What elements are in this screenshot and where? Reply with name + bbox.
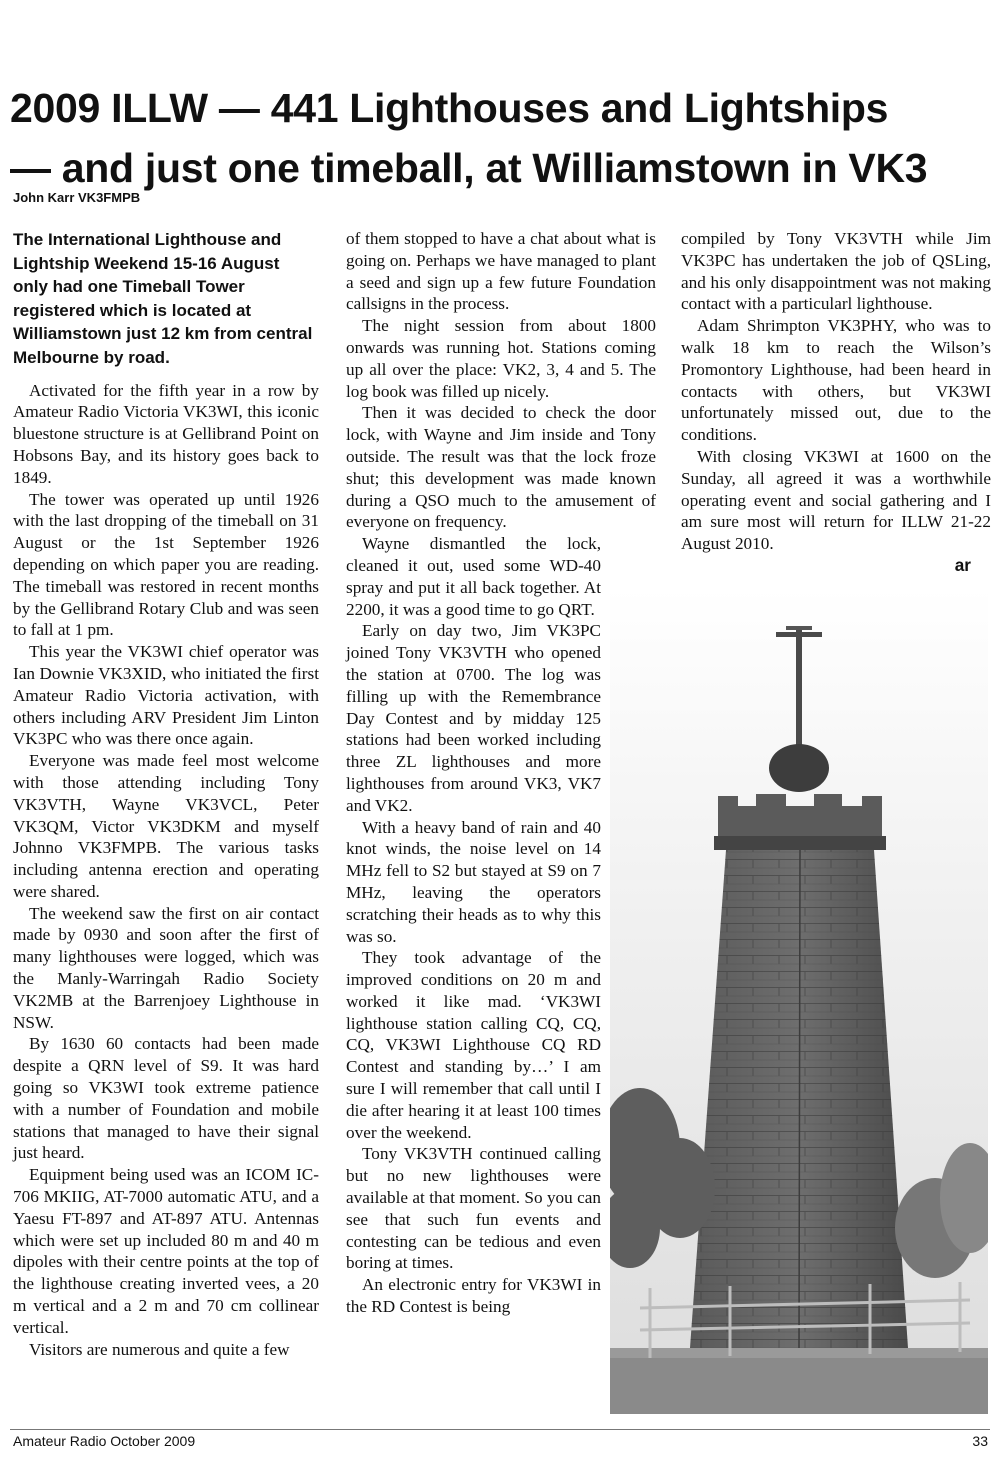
- byline: John Karr VK3FMPB: [13, 190, 141, 205]
- column-2-narrow: [346, 533, 601, 1318]
- title-line-1: 2009 ILLW — 441 Lighthouses and Lightships: [10, 85, 889, 131]
- paragraph: The tower was operated up until 1926 with the last dropping of the timeball on 31 August or the 1st September 1926 depending on which paper you are reading. The timeball was restored in recent months by the Gellibrand Rotary Club and was seen to fall at 1 pm.: [13, 489, 319, 640]
- paragraph: Visitors are numerous and quite a few: [29, 1339, 290, 1359]
- article-title: [10, 78, 995, 198]
- paragraph: Tony VK3VTH continued calling but no new lighthouses were available at that moment. So you can see that such fun events and contesting can be tedious and even boring at times.: [346, 1144, 601, 1273]
- footer-rule: [10, 1429, 990, 1430]
- paragraph: compiled by Tony VK3VTH while Jim VK3PC has undertaken the job of QSLing, and his only disappointment was not making contact with a particularl lighthouse.: [681, 229, 991, 314]
- paragraph: Early on day two, Jim VK3PC joined Tony VK3VTH who opened the station at 0700. The log was filling up with the Remembrance Day Contest and by midday 125 stations had been worked including three ZL lighthouses and more lighthouses from around VK3, VK7 and VK2.: [346, 621, 601, 815]
- mast-crossarm: [776, 632, 822, 637]
- paragraph: The weekend saw the first on air contact made by 0930 and soon after the first of many lighthouses were logged, which was the Manly-Warringah Radio Society VK2MB at the Barrenjoey Lighthouse in NSW.: [13, 903, 319, 1032]
- paragraph: Everyone was made feel most welcome with those attending including Tony VK3VTH, Wayne VK3VCL, Peter VK3QM, Victor VK3DKM and myself Johnno VK3FMPB. The various tasks including antenna erection and operating were shared.: [13, 751, 319, 901]
- paragraph: By 1630 60 contacts had been made despite a QRN level of S9. It was hard going so VK3WI took extreme patience with a number of Foundation and mobile stations that managed to have their signal just heard.: [13, 1034, 319, 1163]
- paragraph: Adam Shrimpton VK3PHY, who was to walk 18 km to reach the Wilson’s Promontory Lighthouse, had been heard in contacts with others, but VK3WI unfortunately missed out, due to the conditions.: [681, 316, 991, 445]
- paragraph: They took advantage of the improved conditions on 20 m and worked it like mad. ‘VK3WI lighthouse station calling CQ, CQ, CQ, VK3WI Lighthouse CQ RD Contest and standing by…’ I am sure I will remember that call until I die after hearing it at least 100 times over the weekend.: [346, 948, 601, 1142]
- paragraph: An electronic entry for VK3WI in the RD Contest is being: [346, 1275, 601, 1317]
- paragraph: Activated for the fifth year in a row by Amateur Radio Victoria VK3WI, this iconic bluestone structure is at Gellibrand Point on Hobsons Bay, and its history goes back to 1849.: [13, 380, 319, 487]
- paragraph: Equipment being used was an ICOM IC-706 MKIIG, AT-7000 automatic ATU, and a Yaesu FT-897 and AT-897 ATU. Antennas which were set up included 80 m and 40 m dipoles with their centre points at the top of the lighthouse creating inverted vees, a 20 m vertical and a 2 m and 70 cm collinear vertical.: [13, 1165, 319, 1337]
- paragraph: of them stopped to have a chat about what is going on. Perhaps we have managed to plant a seed and sign up a few future Foundation callsigns in the process.: [346, 229, 656, 314]
- end-mark: ar: [954, 554, 971, 575]
- title-line-2: — and just one timeball, at Williamstown in VK3: [10, 145, 928, 191]
- paragraph: This year the VK3WI chief operator was Ian Downie VK3XID, who initiated the first Amateur Radio Victoria activation, with others including ARV President Jim Linton VK3PC who was there once again.: [13, 642, 319, 749]
- paragraph: With closing VK3WI at 1600 on the Sunday, all agreed it was a worthwhile operating event and social gathering and I am sure most will return for ILLW 21-22 August 2010.: [681, 446, 991, 554]
- intro-paragraph: The International Lighthouse and Lightship Weekend 15-16 August only had one Timeball Tower registered which is located at Williamstown just 12 km from central Melbourne by road.: [13, 230, 313, 367]
- column-3: [681, 228, 991, 577]
- paragraph: With a heavy band of rain and 40 knot winds, the noise level on 14 MHz fell to S2 but stayed at S9 on 7 MHz, leaving the operators scratching their heads as to why this was so.: [346, 817, 601, 946]
- timeball-tower-photo: [610, 588, 988, 1414]
- paragraph: The night session from about 1800 onwards was running hot. Stations coming up all over the place: VK2, 3, 4 and 5. The log book was filled up nicely.: [346, 316, 656, 401]
- page-number: 33: [972, 1433, 988, 1449]
- column-1: [13, 228, 319, 1360]
- timeball: [769, 744, 829, 792]
- paragraph: Wayne dismantled the lock, cleaned it out, used some WD-40 spray and put it all back together. At 2200, it was a good time to go QRT.: [346, 534, 601, 619]
- paragraph: Then it was decided to check the door lock, with Wayne and Jim inside and Tony outside. The result was that the lock froze shut; this development was made known during a QSO much to the amusement of everyone on frequency.: [346, 403, 656, 532]
- footer-publication: Amateur Radio October 2009: [13, 1433, 196, 1449]
